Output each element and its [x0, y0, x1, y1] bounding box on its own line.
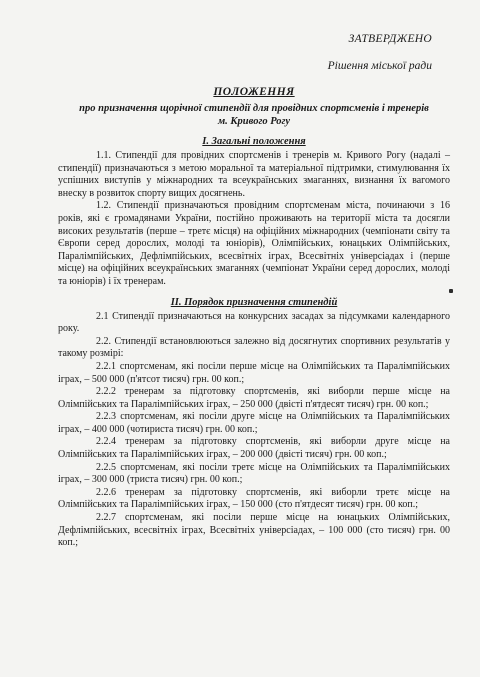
paragraph-2-2: 2.2. Стипендії встановлюються залежно від досягнутих спортивних результатів у такому розмірі: [58, 335, 450, 360]
ink-mark [449, 289, 453, 293]
document-subtitle: про призначення щорічної стипендії для провідних спортсменів і тренерів м. Кривого Рогу [79, 103, 429, 127]
approval-block [58, 30, 450, 76]
paragraph-2-2-1: 2.2.1 спортсменам, які посіли перше місце на Олімпійських та Паралімпійських іграх, – 500 000 (п'ятсот тисяч) грн. 00 коп.; [58, 360, 450, 385]
paragraph-2-2-6: 2.2.6 тренерам за підготовку спортсменів, які виборли третє місце на Олімпійських та Паралімпійських іграх, – 150 000 (сто п'ятдесят тисяч) грн. 00 коп.; [58, 486, 450, 511]
paragraph-2-2-3: 2.2.3 спортсменам, які посіли друге місце на Олімпійських та Паралімпійських іграх, – 400 000 (чотириста тисяч) грн. 00 коп.; [58, 411, 450, 435]
approved-by: Рішення міської ради [327, 60, 432, 72]
document-title: ПОЛОЖЕННЯ [213, 86, 295, 98]
section-general [58, 136, 450, 289]
paragraph-2-1: 2.1 Стипендії призначаються на конкурсних засадах за підсумками календарного року. [58, 310, 450, 335]
paragraph-2-2-2: 2.2.2 тренерам за підготовку спортсменів, які виборли перше місце на Олімпійських та Паралімпійських іграх, – 250 000 (двісті п'ятдесят тисяч) грн. 00 коп.; [58, 386, 450, 410]
paragraph-2-2-5: 2.2.5 спортсменам, які посіли третє місце на Олімпійських та Паралімпійських іграх, – 300 000 (триста тисяч) грн. 00 коп.; [58, 461, 450, 486]
approved-label: ЗАТВЕРДЖЕНО [348, 33, 432, 45]
section-heading: І. Загальні положення [202, 136, 306, 147]
paragraph-1-2: 1.2. Стипендії призначаються провідним спортсменам міста, починаючи з 16 років, які є громадянами України, постійно проживають на території міста та досягли високих результатів (перше – третє місця) на офіційних міжнародних (чемпіонати світу та Європи серед дорослих, молоді та юніорів), Олімпійських, юнацьких Олімпійських, Паралімпійських, Дефлімпійських, всесвітніх іграх, Всесвітніх універсіадах і (перше місце) на офіційних всеукраїнських змаганнях (чемпіонат України серед дорослих, молоді та юніорів) і їх тренерам. [58, 200, 450, 287]
paragraph-2-2-7: 2.2.7 спортсменам, які посіли перше місце на юнацьких Олімпійських, Дефлімпійських, всесвітніх іграх, Всесвітніх універсіадах, – 100 000 (сто тисяч) грн. 00 коп.; [58, 512, 450, 549]
section-procedure [58, 297, 450, 550]
paragraph-2-2-4: 2.2.4 тренерам за підготовку спортсменів, які виборли друге місце на Олімпійських та Паралімпійських іграх, – 200 000 (двісті тисяч) грн. 00 коп.; [58, 436, 450, 461]
paragraph-1-1: 1.1. Стипендії для провідних спортсменів і тренерів м. Кривого Рогу (надалі – стипендії) призначаються з метою моральної та матеріальної підтримки, стимулювання їх успішних виступів у міжнародних та всеукраїнських змаганнях, визнання їх вагомого внеску в розвиток спорту вищих досягнень. [58, 150, 450, 199]
section-heading: ІІ. Порядок призначення стипендій [170, 296, 338, 308]
